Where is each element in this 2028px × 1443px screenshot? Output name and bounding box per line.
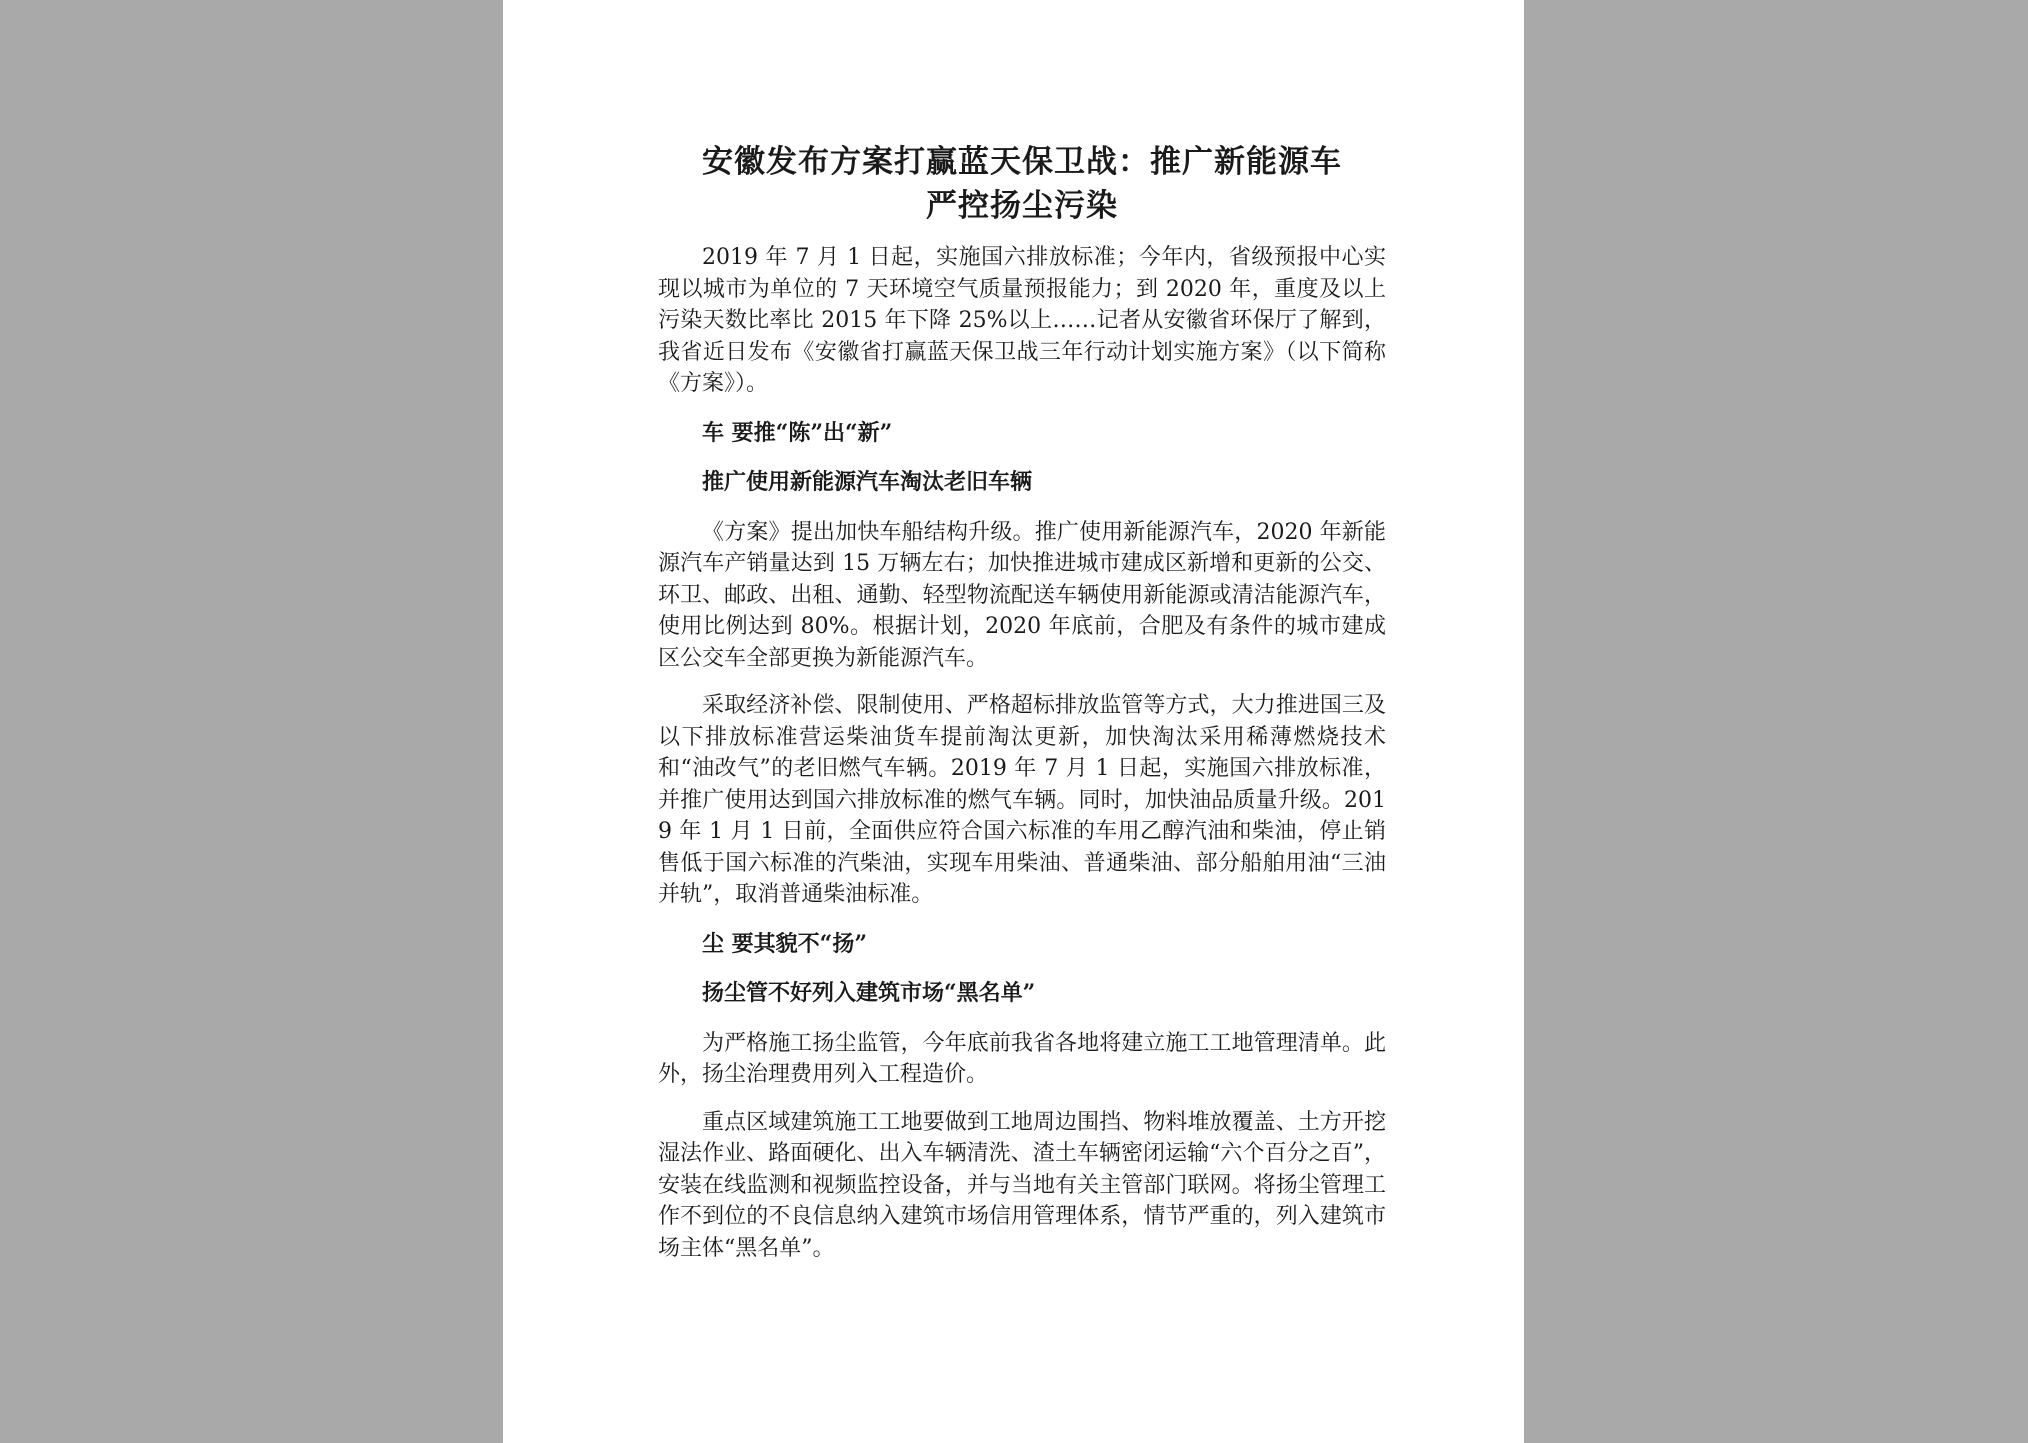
vehicles-paragraph-2: 采取经济补偿、限制使用、严格超标排放监管等方式，大力推进国三及以下排放标准营运柴油货车提前淘汰更新，加快淘汰采用稀薄燃烧技术和“油改气”的老旧燃气车辆。2019 年 7 月 1 日起，实施国六排放标准，并推广使用达到国六排放标准的燃气车辆。同时，加快油品质量升级。2019 年 1 月 1 日前，全面供应符合国六标准的车用乙醇汽油和柴油，停止销售低于国六标准的汽柴油，实现车用柴油、普通柴油、部分船舶用油“三油并轨”，取消普通柴油标准。 xyxy=(658,693,1386,907)
title-line-1: 安徽发布方案打赢蓝天保卫战：推广新能源车 xyxy=(702,144,1342,180)
article-title xyxy=(658,140,1386,228)
dust-paragraph-2: 重点区域建筑施工工地要做到工地周边围挡、物料堆放覆盖、土方开挖湿法作业、路面硬化、出入车辆清洗、渣土车辆密闭运输“六个百分之百”，安装在线监测和视频监控设备，并与当地有关主管部门联网。将扬尘管理工作不到位的不良信息纳入建筑市场信用管理体系，情节严重的，列入建筑市场主体“黑名单”。 xyxy=(658,1109,1386,1261)
page-content xyxy=(658,140,1386,1264)
intro-paragraph: 2019 年 7 月 1 日起，实施国六排放标准；今年内，省级预报中心实现以城市为单位的 7 天环境空气质量预报能力；到 2020 年，重度及以上污染天数比率比 2015 年下降 25%以上……记者从安徽省环保厅了解到，我省近日发布《安徽省打赢蓝天保卫战三年行动计划实施方案》（以下简称《方案》）。 xyxy=(658,245,1386,396)
section-heading-vehicles: 车 要推“陈”出“新” xyxy=(702,419,893,446)
document-page xyxy=(503,0,1524,1443)
title-line-2: 严控扬尘污染 xyxy=(926,188,1118,224)
section-heading-dust: 尘 要其貌不“扬” xyxy=(702,930,867,957)
section-subheading-vehicles: 推广使用新能源汽车淘汰老旧车辆 xyxy=(702,469,1033,495)
section-subheading-dust: 扬尘管不好列入建筑市场“黑名单” xyxy=(702,980,1036,1006)
vehicles-paragraph-1: 《方案》提出加快车船结构升级。推广使用新能源汽车，2020 年新能源汽车产销量达到 15 万辆左右；加快推进城市建成区新增和更新的公交、环卫、邮政、出租、通勤、轻型物流配送车辆使用新能源或清洁能源汽车，使用比例达到 80%。根据计划，2020 年底前，合肥及有条件的城市建成区公交车全部更换为新能源汽车。 xyxy=(658,519,1386,671)
dust-paragraph-1: 为严格施工扬尘监管，今年底前我省各地将建立施工工地管理清单。此外，扬尘治理费用列入工程造价。 xyxy=(658,1030,1386,1087)
